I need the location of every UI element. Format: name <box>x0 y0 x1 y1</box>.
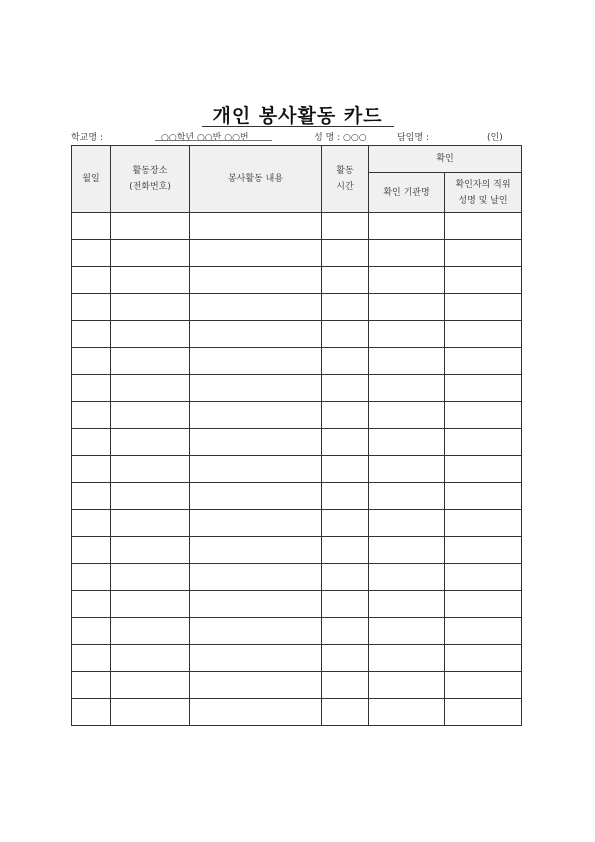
content-cell[interactable] <box>190 537 322 564</box>
position-cell[interactable] <box>445 267 522 294</box>
org-cell[interactable] <box>369 348 445 375</box>
hours-cell[interactable] <box>322 294 369 321</box>
org-cell[interactable] <box>369 483 445 510</box>
position-cell[interactable] <box>445 564 522 591</box>
place-cell[interactable] <box>111 591 190 618</box>
hours-cell[interactable] <box>322 429 369 456</box>
table-row <box>72 510 522 537</box>
position-cell[interactable] <box>445 321 522 348</box>
position-cell[interactable] <box>445 483 522 510</box>
content-cell[interactable] <box>190 240 322 267</box>
position-cell[interactable] <box>445 429 522 456</box>
org-cell[interactable] <box>369 267 445 294</box>
position-cell[interactable] <box>445 618 522 645</box>
hours-cell[interactable] <box>322 699 369 726</box>
header-position-line1: 확인자의 직위 <box>455 179 511 190</box>
hours-cell[interactable] <box>322 564 369 591</box>
hours-cell[interactable] <box>322 375 369 402</box>
date-cell[interactable] <box>72 348 111 375</box>
org-cell[interactable] <box>369 618 445 645</box>
org-cell[interactable] <box>369 294 445 321</box>
hours-cell[interactable] <box>322 672 369 699</box>
position-cell[interactable] <box>445 213 522 240</box>
table-row <box>72 429 522 456</box>
org-cell[interactable] <box>369 645 445 672</box>
content-cell[interactable] <box>190 699 322 726</box>
header-confirm: 확인 <box>369 146 522 173</box>
org-cell[interactable] <box>369 699 445 726</box>
header-org: 확인 기관명 <box>369 173 445 213</box>
content-cell[interactable] <box>190 483 322 510</box>
table-row <box>72 564 522 591</box>
org-cell[interactable] <box>369 240 445 267</box>
content-cell[interactable] <box>190 672 322 699</box>
table-row <box>72 537 522 564</box>
position-cell[interactable] <box>445 240 522 267</box>
table-row <box>72 672 522 699</box>
hours-cell[interactable] <box>322 267 369 294</box>
table-row <box>72 240 522 267</box>
content-cell[interactable] <box>190 591 322 618</box>
place-cell[interactable] <box>111 699 190 726</box>
table-row <box>72 213 522 240</box>
org-cell[interactable] <box>369 321 445 348</box>
title-underline <box>202 126 394 127</box>
hours-cell[interactable] <box>322 510 369 537</box>
place-cell[interactable] <box>111 267 190 294</box>
org-cell[interactable] <box>369 564 445 591</box>
hours-cell[interactable] <box>322 240 369 267</box>
org-cell[interactable] <box>369 537 445 564</box>
date-cell[interactable] <box>72 618 111 645</box>
position-cell[interactable] <box>445 510 522 537</box>
table-row <box>72 321 522 348</box>
hours-cell[interactable] <box>322 213 369 240</box>
content-cell[interactable] <box>190 348 322 375</box>
table-row <box>72 348 522 375</box>
record-rows <box>72 213 522 726</box>
table-row <box>72 267 522 294</box>
place-cell[interactable] <box>111 537 190 564</box>
place-cell[interactable] <box>111 456 190 483</box>
org-cell[interactable] <box>369 429 445 456</box>
header-content: 봉사활동 내용 <box>190 146 322 213</box>
place-cell[interactable] <box>111 564 190 591</box>
header-hours-line2: 시간 <box>336 182 354 192</box>
position-cell[interactable] <box>445 402 522 429</box>
org-cell[interactable] <box>369 402 445 429</box>
content-cell[interactable] <box>190 267 322 294</box>
content-cell[interactable] <box>190 510 322 537</box>
org-cell[interactable] <box>369 456 445 483</box>
page-title: 개인 봉사활동 카드 <box>212 105 383 127</box>
place-cell[interactable] <box>111 672 190 699</box>
position-cell[interactable] <box>445 348 522 375</box>
date-cell[interactable] <box>72 375 111 402</box>
org-cell[interactable] <box>369 213 445 240</box>
hours-cell[interactable] <box>322 645 369 672</box>
header-place-line2: (전화번호) <box>129 182 171 192</box>
place-cell[interactable] <box>111 618 190 645</box>
hours-cell[interactable] <box>322 591 369 618</box>
place-cell[interactable] <box>111 321 190 348</box>
date-cell[interactable] <box>72 483 111 510</box>
place-cell[interactable] <box>111 483 190 510</box>
hours-cell[interactable] <box>322 456 369 483</box>
table-row <box>72 294 522 321</box>
date-cell[interactable] <box>72 591 111 618</box>
position-cell[interactable] <box>445 294 522 321</box>
content-cell[interactable] <box>190 294 322 321</box>
position-cell[interactable] <box>445 375 522 402</box>
date-cell[interactable] <box>72 699 111 726</box>
date-cell[interactable] <box>72 672 111 699</box>
place-cell[interactable] <box>111 402 190 429</box>
org-cell[interactable] <box>369 510 445 537</box>
position-cell[interactable] <box>445 699 522 726</box>
content-cell[interactable] <box>190 402 322 429</box>
student-name-text: 성 명 : ○○○ <box>314 133 367 143</box>
header-date: 월일 <box>72 146 111 213</box>
date-cell[interactable] <box>72 321 111 348</box>
hours-cell[interactable] <box>322 402 369 429</box>
content-cell[interactable] <box>190 564 322 591</box>
hours-cell[interactable] <box>322 483 369 510</box>
content-cell[interactable] <box>190 429 322 456</box>
school-label: 학교명 : <box>71 133 103 143</box>
place-cell[interactable] <box>111 645 190 672</box>
place-cell[interactable] <box>111 240 190 267</box>
date-cell[interactable] <box>72 240 111 267</box>
date-cell[interactable] <box>72 510 111 537</box>
table-row <box>72 375 522 402</box>
date-cell[interactable] <box>72 294 111 321</box>
hours-cell[interactable] <box>322 618 369 645</box>
position-cell[interactable] <box>445 537 522 564</box>
content-cell[interactable] <box>190 321 322 348</box>
place-cell[interactable] <box>111 375 190 402</box>
content-cell[interactable] <box>190 618 322 645</box>
content-cell[interactable] <box>190 375 322 402</box>
header-hours <box>322 146 369 213</box>
place-cell[interactable] <box>111 429 190 456</box>
place-cell[interactable] <box>111 213 190 240</box>
header-place-line1: 활동장소 <box>132 166 168 176</box>
hours-cell[interactable] <box>322 537 369 564</box>
seal-mark: (인) <box>487 133 503 143</box>
date-cell[interactable] <box>72 537 111 564</box>
org-cell[interactable] <box>369 591 445 618</box>
table-row <box>72 483 522 510</box>
header-place <box>111 146 190 213</box>
position-cell[interactable] <box>445 591 522 618</box>
position-cell[interactable] <box>445 456 522 483</box>
header-hours-line1: 활동 <box>336 166 354 176</box>
header-position <box>445 173 522 213</box>
table-row <box>72 645 522 672</box>
hours-cell[interactable] <box>322 348 369 375</box>
position-cell[interactable] <box>445 672 522 699</box>
table-row <box>72 591 522 618</box>
date-cell[interactable] <box>72 267 111 294</box>
date-cell[interactable] <box>72 429 111 456</box>
table-row <box>72 618 522 645</box>
header-position-line2: 성명 및 날인 <box>458 195 508 206</box>
content-cell[interactable] <box>190 213 322 240</box>
date-cell[interactable] <box>72 213 111 240</box>
org-cell[interactable] <box>369 672 445 699</box>
date-cell[interactable] <box>72 456 111 483</box>
date-cell[interactable] <box>72 645 111 672</box>
class-underline <box>155 140 272 141</box>
table-row <box>72 456 522 483</box>
content-cell[interactable] <box>190 645 322 672</box>
table-row <box>72 402 522 429</box>
place-cell[interactable] <box>111 348 190 375</box>
class-text: ○○학년 ○○반 ○○번 <box>161 133 249 143</box>
place-cell[interactable] <box>111 294 190 321</box>
place-cell[interactable] <box>111 510 190 537</box>
content-cell[interactable] <box>190 456 322 483</box>
hours-cell[interactable] <box>322 321 369 348</box>
date-cell[interactable] <box>72 564 111 591</box>
table-row <box>72 699 522 726</box>
position-cell[interactable] <box>445 645 522 672</box>
teacher-label: 담임명 : <box>397 133 429 143</box>
service-record-table <box>71 145 522 726</box>
org-cell[interactable] <box>369 375 445 402</box>
date-cell[interactable] <box>72 402 111 429</box>
